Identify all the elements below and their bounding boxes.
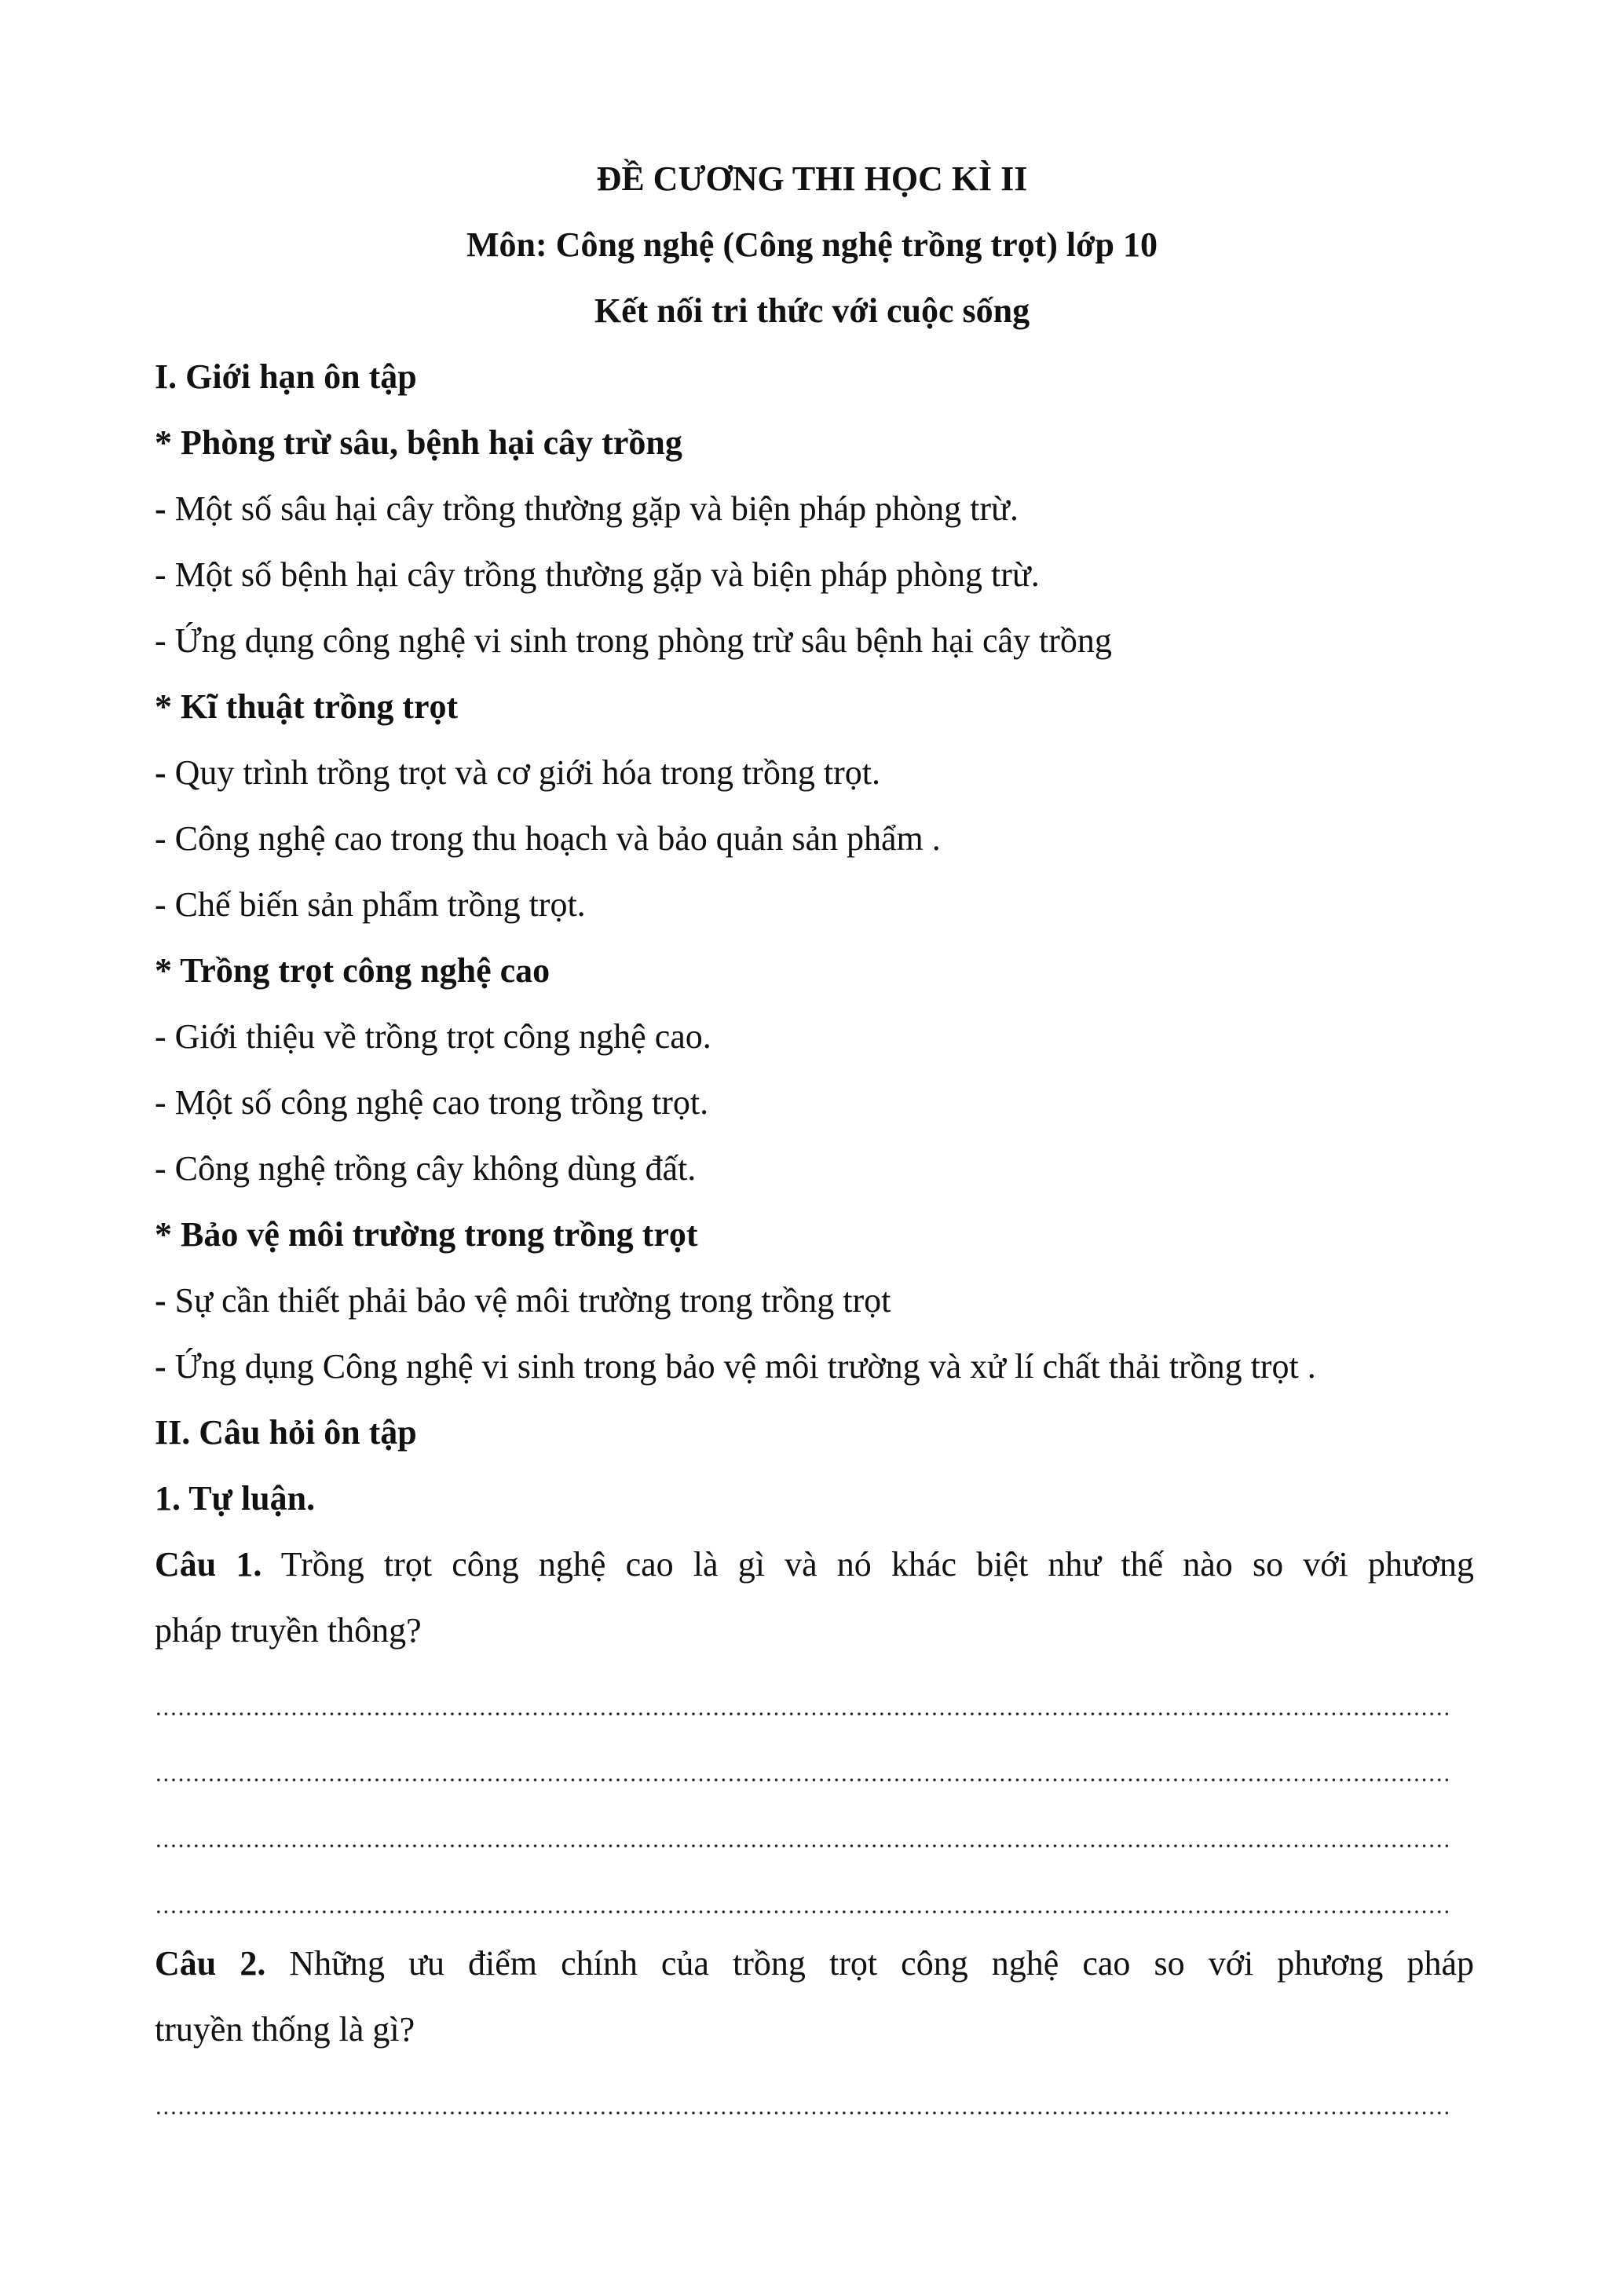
group-heading: * Trồng trọt công nghệ cao — [155, 951, 550, 990]
group-heading: * Phòng trừ sâu, bệnh hại cây trồng — [155, 423, 682, 462]
bullet-dash: - — [155, 621, 166, 660]
group-heading: * Kĩ thuật trồng trọt — [155, 687, 459, 726]
bullet-dash: - — [155, 1017, 166, 1056]
list-item — [155, 553, 1474, 597]
question-label: Câu 1. — [155, 1545, 262, 1584]
answer-dotted-line — [155, 1778, 1452, 1782]
section-2-title: II. Câu hỏi ôn tập — [155, 1413, 417, 1452]
series-line: Kết nối tri thức với cuộc sống — [594, 291, 1030, 330]
bullet-dash: - — [155, 1149, 166, 1188]
section-1-title: I. Giới hạn ôn tập — [155, 357, 417, 396]
list-item — [155, 487, 1474, 531]
bullet-dash: - — [155, 555, 166, 594]
list-item-text: Một số bệnh hại cây trồng thường gặp và biện pháp phòng trừ. — [166, 555, 1040, 594]
document-title: ĐỀ CƯƠNG THI HỌC KÌ II — [596, 159, 1028, 198]
list-item-text: Ứng dụng Công nghệ vi sinh trong bảo vệ môi trường và xử lí chất thải trồng trọt . — [166, 1347, 1316, 1386]
list-item — [155, 1015, 1474, 1059]
list-item — [155, 1147, 1474, 1191]
list-item-text: Ứng dụng công nghệ vi sinh trong phòng trừ sâu bệnh hại cây trồng — [166, 621, 1112, 660]
list-item-text: Công nghệ trồng cây không dùng đất. — [166, 1149, 697, 1188]
list-item — [155, 619, 1474, 663]
list-item-text: Quy trình trồng trọt và cơ giới hóa trong trồng trọt. — [166, 753, 880, 792]
question-text: Trồng trọt công nghệ cao là gì và nó khác biệt như thế nào so với phương — [262, 1545, 1475, 1584]
list-item-text: Một số công nghệ cao trong trồng trọt. — [166, 1083, 709, 1122]
answer-dotted-line — [155, 2111, 1452, 2115]
bullet-dash: - — [155, 885, 166, 924]
answer-dotted-line — [155, 1844, 1452, 1847]
question-text: Những ưu điểm chính của trồng trọt công nghệ cao so với phương pháp — [265, 1944, 1474, 1983]
bullet-dash: - — [155, 753, 166, 792]
question-1-line-2: pháp truyền thông? — [155, 1611, 422, 1650]
bullet-dash: - — [155, 1281, 166, 1320]
list-item — [155, 751, 1474, 795]
list-item-text: Giới thiệu về trồng trọt công nghệ cao. — [166, 1017, 711, 1056]
list-item-text: Một số sâu hại cây trồng thường gặp và biện pháp phòng trừ. — [166, 489, 1019, 528]
bullet-dash: - — [155, 489, 166, 528]
subject-line: Môn: Công nghệ (Công nghệ trồng trọt) lớp 10 — [466, 225, 1158, 264]
answer-dotted-line — [155, 1910, 1452, 1913]
group-heading: * Bảo vệ môi trường trong trồng trọt — [155, 1215, 698, 1254]
question-1-line-1 — [155, 1543, 1474, 1587]
bullet-dash: - — [155, 819, 166, 858]
question-2-line-2: truyền thống là gì? — [155, 2010, 415, 2049]
list-item — [155, 1345, 1474, 1389]
list-item — [155, 883, 1474, 927]
bullet-dash: - — [155, 1347, 166, 1386]
list-item-text: Sự cần thiết phải bảo vệ môi trường trong trồng trọt — [166, 1281, 891, 1320]
question-label: Câu 2. — [155, 1944, 266, 1983]
question-2-line-1 — [155, 1942, 1474, 1986]
list-item-text: Chế biến sản phẩm trồng trọt. — [166, 885, 586, 924]
list-item — [155, 1279, 1474, 1323]
list-item-text: Công nghệ cao trong thu hoạch và bảo quản sản phẩm . — [166, 819, 941, 858]
answer-dotted-line — [155, 1712, 1452, 1716]
subsection-title: 1. Tự luận. — [155, 1479, 316, 1518]
list-item — [155, 1081, 1474, 1125]
list-item — [155, 817, 1474, 861]
bullet-dash: - — [155, 1083, 166, 1122]
